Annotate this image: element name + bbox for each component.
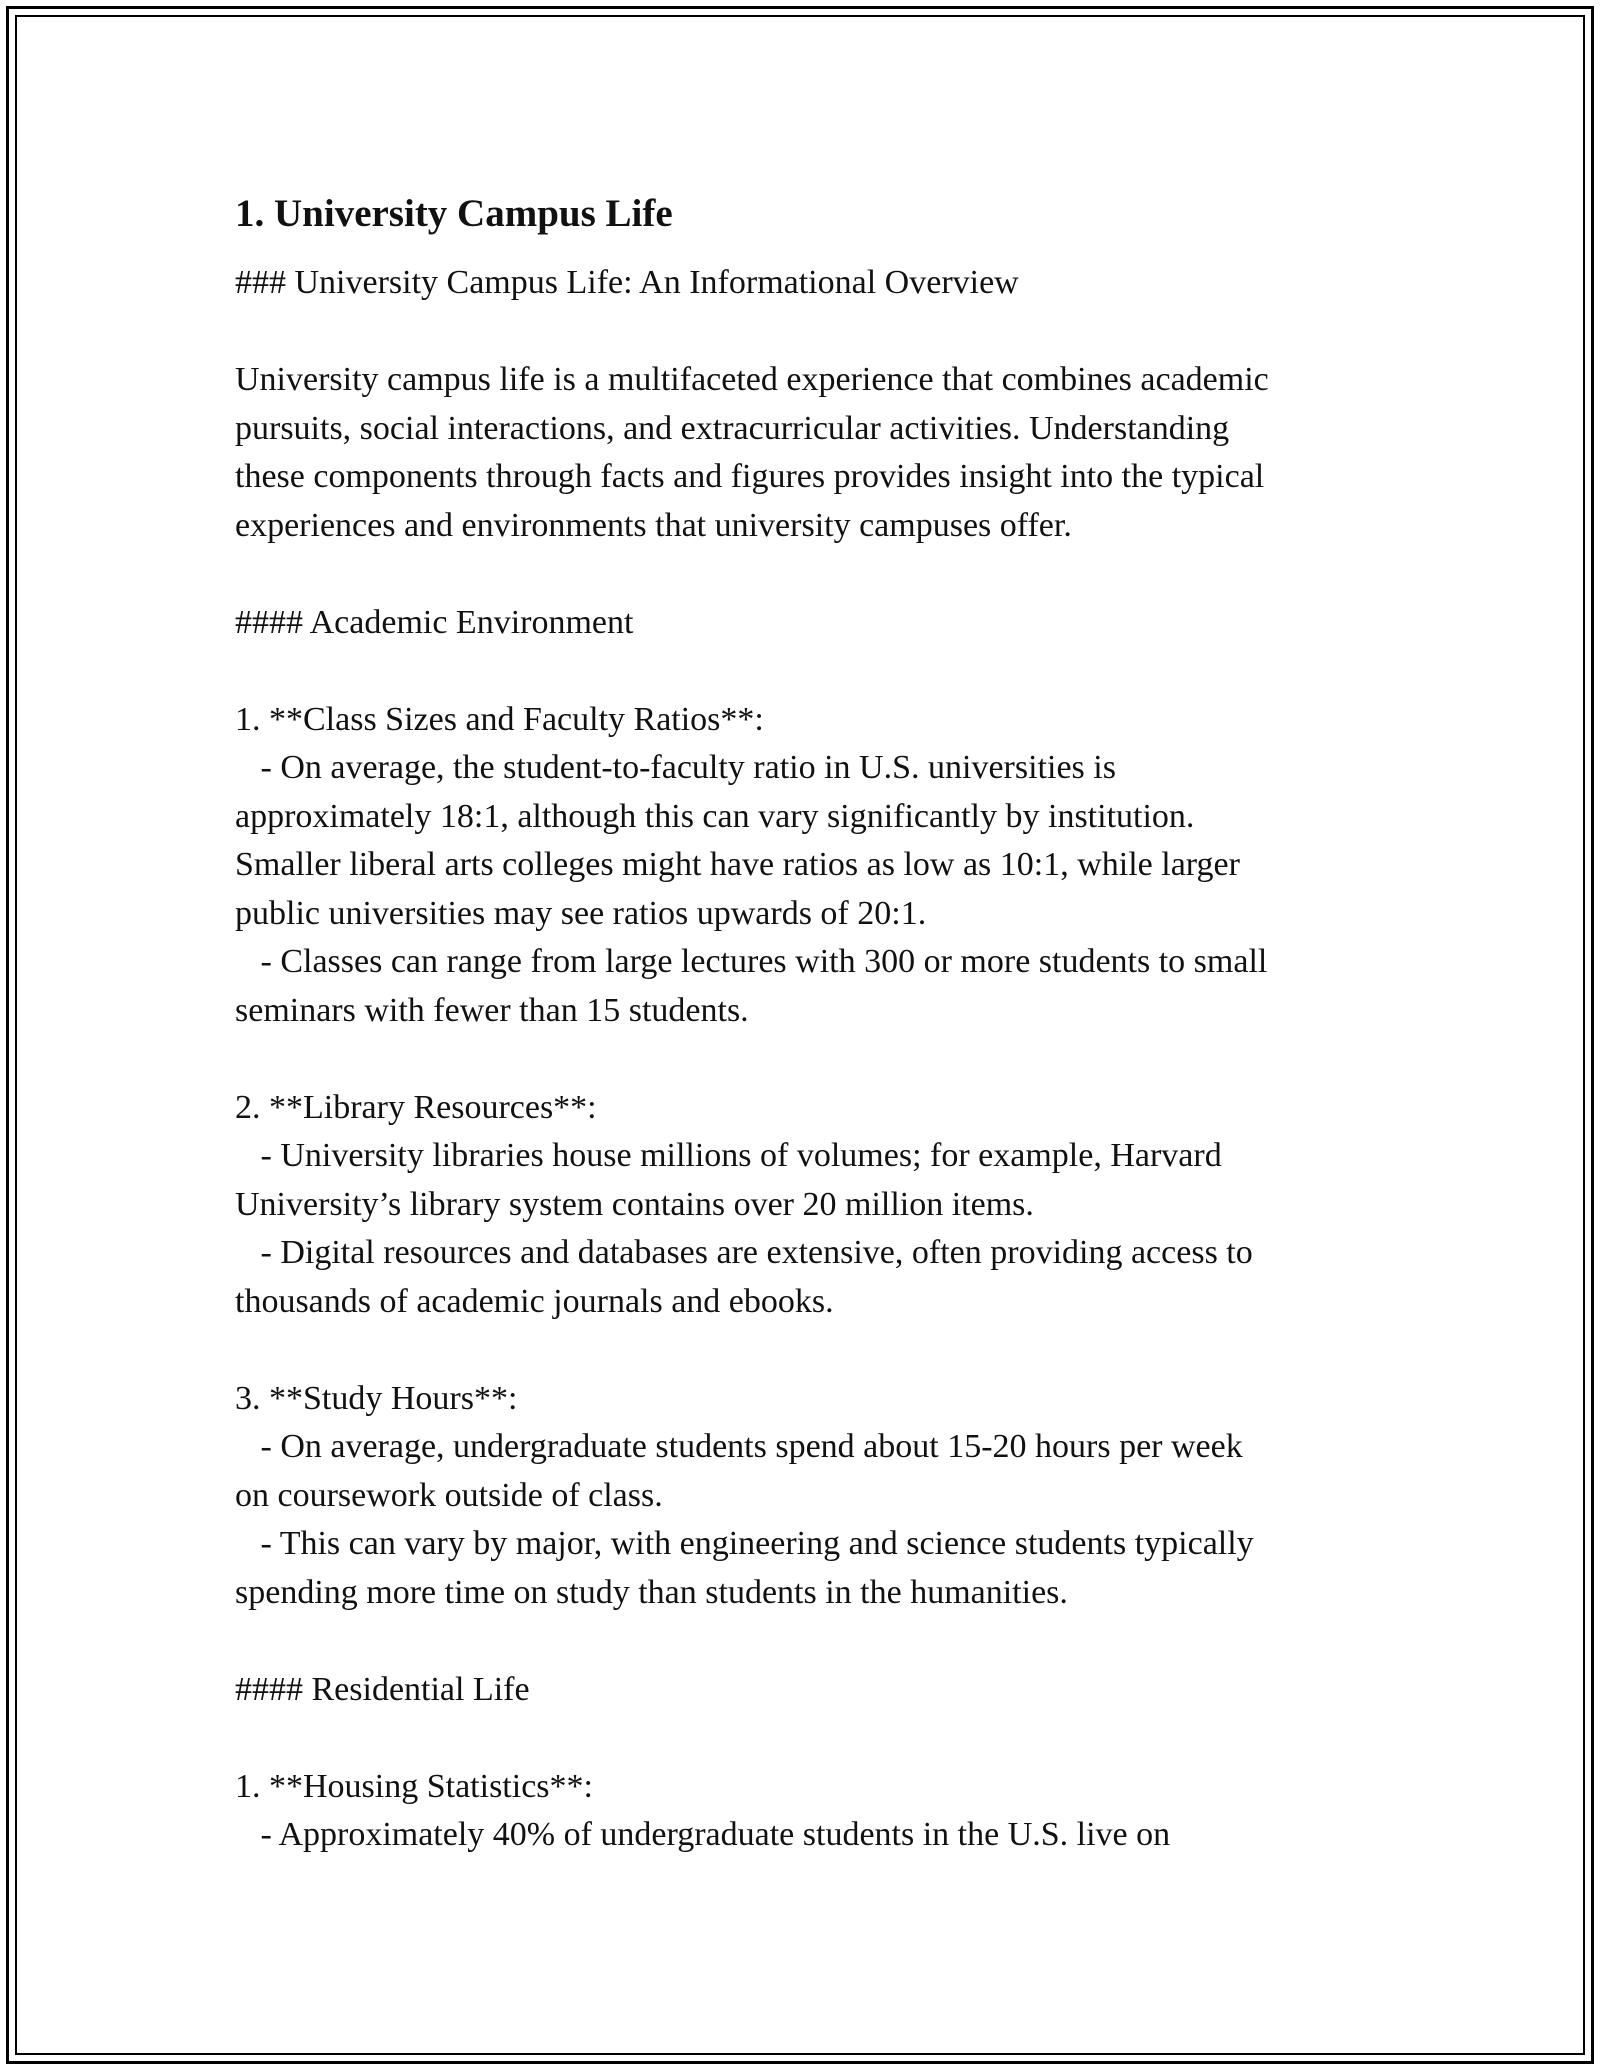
list-item-line: - On average, undergraduate students spend about 15-20 hours per week xyxy=(235,1428,1243,1465)
spacer xyxy=(235,1035,1365,1084)
list-item-line: on coursework outside of class. xyxy=(235,1476,663,1514)
document-title: 1. University Campus Life xyxy=(235,192,673,235)
list-item-line: - On average, the student-to-faculty ratio in U.S. universities is xyxy=(235,749,1116,786)
list-item-line: thousands of academic journals and ebooks. xyxy=(235,1282,834,1320)
list-item-heading: 2. **Library Resources**: xyxy=(235,1088,597,1126)
list-item-line: seminars with fewer than 15 students. xyxy=(235,991,749,1029)
list-item-line: Smaller liberal arts colleges might have ratios as low as 10:1, while larger xyxy=(235,846,1240,883)
section-heading-residential: #### Residential Life xyxy=(235,1670,530,1708)
list-item-housing xyxy=(235,1763,1365,1860)
intro-paragraph xyxy=(235,356,1365,550)
list-item-line: public universities may see ratios upwards of 20:1. xyxy=(235,894,927,932)
list-item-heading: 1. **Class Sizes and Faculty Ratios**: xyxy=(235,700,764,738)
list-item-line: University’s library system contains over 20 million items. xyxy=(235,1185,1034,1223)
intro-line: University campus life is a multifaceted experience that combines academic xyxy=(235,361,1269,398)
intro-line: pursuits, social interactions, and extracurricular activities. Understanding xyxy=(235,409,1230,447)
document-subtitle: ### University Campus Life: An Informational Overview xyxy=(235,264,1019,301)
intro-line: these components through facts and figures provides insight into the typical xyxy=(235,458,1265,495)
list-item-library xyxy=(235,1084,1365,1327)
spacer xyxy=(235,647,1365,696)
spacer xyxy=(235,1617,1365,1666)
spacer xyxy=(235,1326,1365,1375)
list-item-study-hours xyxy=(235,1375,1365,1618)
list-item-line: - Approximately 40% of undergraduate students in the U.S. live on xyxy=(235,1816,1171,1853)
list-item-heading: 3. **Study Hours**: xyxy=(235,1379,518,1417)
list-item-heading: 1. **Housing Statistics**: xyxy=(235,1767,593,1805)
spacer xyxy=(235,308,1365,357)
spacer xyxy=(235,550,1365,599)
section-heading-academic: #### Academic Environment xyxy=(235,603,634,641)
list-item-class-sizes xyxy=(235,696,1365,1036)
list-item-line: - This can vary by major, with engineering and science students typically xyxy=(235,1525,1254,1562)
list-item-line: - Classes can range from large lectures with 300 or more students to small xyxy=(235,943,1268,980)
intro-line: experiences and environments that university campuses offer. xyxy=(235,506,1072,544)
list-item-line: spending more time on study than students in the humanities. xyxy=(235,1573,1068,1611)
list-item-line: - Digital resources and databases are extensive, often providing access to xyxy=(235,1234,1253,1271)
spacer xyxy=(235,1714,1365,1763)
list-item-line: approximately 18:1, although this can vary significantly by institution. xyxy=(235,797,1195,835)
document-body xyxy=(235,185,1365,1860)
list-item-line: - University libraries house millions of volumes; for example, Harvard xyxy=(235,1137,1222,1174)
